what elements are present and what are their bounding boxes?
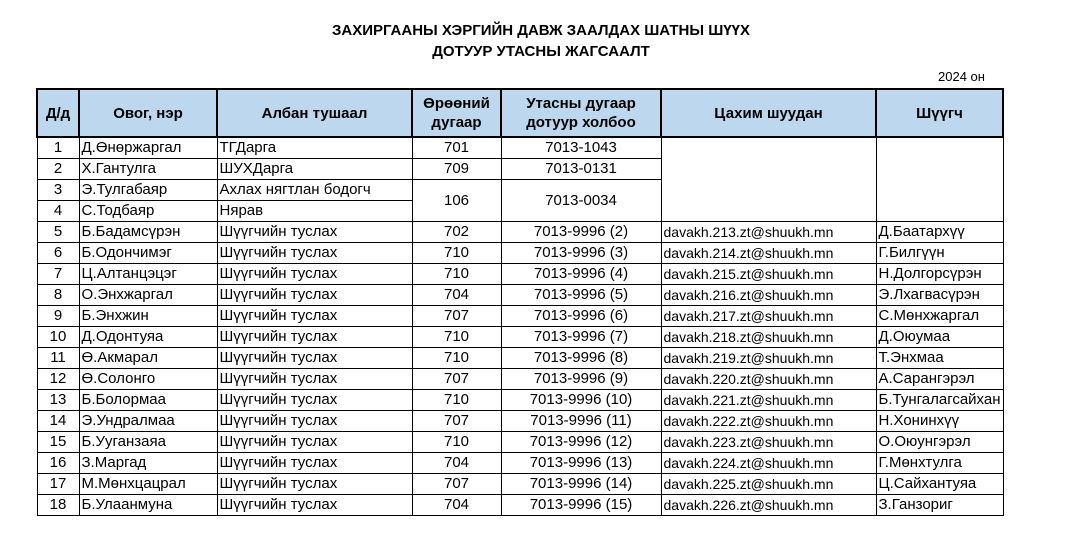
cell-judge: Г.Мөнхтулга: [876, 453, 1003, 474]
cell-judge: [876, 137, 1003, 222]
cell-position: Шүүгчийн туслах: [217, 432, 412, 453]
cell-name: Э.Тулгабаяр: [79, 180, 217, 201]
cell-name: Б.Болормаа: [79, 390, 217, 411]
cell-room: 710: [412, 327, 501, 348]
cell-judge: Б.Тунгалагсайхан: [876, 390, 1003, 411]
cell-num: 10: [37, 327, 79, 348]
cell-phone: 7013-9996 (9): [501, 369, 661, 390]
table-header-row: [37, 89, 1003, 137]
cell-num: 12: [37, 369, 79, 390]
cell-room: 701: [412, 137, 501, 159]
cell-name: О.Энхжаргал: [79, 285, 217, 306]
cell-judge: Н.Хонинхүү: [876, 411, 1003, 432]
cell-phone: 7013-9996 (15): [501, 495, 661, 516]
cell-name: З.Маргад: [79, 453, 217, 474]
cell-email[interactable]: davakh.224.zt@shuukh.mn: [661, 453, 876, 474]
cell-email[interactable]: davakh.223.zt@shuukh.mn: [661, 432, 876, 453]
cell-room: 709: [412, 159, 501, 180]
cell-name: Б.Ууганзаяа: [79, 432, 217, 453]
cell-judge: С.Мөнхжаргал: [876, 306, 1003, 327]
cell-phone: 7013-1043: [501, 137, 661, 159]
cell-phone: 7013-9996 (11): [501, 411, 661, 432]
cell-judge: Ц.Сайхантуяа: [876, 474, 1003, 495]
cell-num: 8: [37, 285, 79, 306]
table-row: [37, 369, 1003, 390]
table-row: [37, 222, 1003, 243]
cell-position: Шүүгчийн туслах: [217, 285, 412, 306]
cell-position: Ахлах нягтлан бодогч: [217, 180, 412, 201]
header-room: [412, 89, 501, 137]
cell-position: Шүүгчийн туслах: [217, 222, 412, 243]
cell-judge: О.Оюунгэрэл: [876, 432, 1003, 453]
cell-position: Шүүгчийн туслах: [217, 411, 412, 432]
cell-num: 2: [37, 159, 79, 180]
cell-phone: 7013-9996 (8): [501, 348, 661, 369]
cell-name: Б.Энхжин: [79, 306, 217, 327]
cell-position: Нярав: [217, 201, 412, 222]
table-row: [37, 495, 1003, 516]
cell-position: ШУХДарга: [217, 159, 412, 180]
cell-email[interactable]: davakh.216.zt@shuukh.mn: [661, 285, 876, 306]
cell-position: Шүүгчийн туслах: [217, 348, 412, 369]
cell-judge: Д.Баатархүү: [876, 222, 1003, 243]
cell-judge: Н.Долгорсүрэн: [876, 264, 1003, 285]
cell-num: 9: [37, 306, 79, 327]
cell-position: Шүүгчийн туслах: [217, 264, 412, 285]
cell-room: 710: [412, 243, 501, 264]
cell-phone: 7013-0131: [501, 159, 661, 180]
table-row: [37, 327, 1003, 348]
header-email: Цахим шуудан: [661, 89, 876, 137]
cell-room: 707: [412, 369, 501, 390]
cell-name: Б.Улаанмуна: [79, 495, 217, 516]
cell-room: 704: [412, 285, 501, 306]
cell-phone: 7013-9996 (14): [501, 474, 661, 495]
document-year: 2024 он: [938, 69, 985, 84]
cell-room: 710: [412, 348, 501, 369]
cell-name: Х.Гантулга: [79, 159, 217, 180]
cell-phone: 7013-9996 (12): [501, 432, 661, 453]
table-row: [37, 474, 1003, 495]
cell-num: 3: [37, 180, 79, 201]
table-row: [37, 390, 1003, 411]
cell-phone: 7013-9996 (3): [501, 243, 661, 264]
cell-num: 13: [37, 390, 79, 411]
cell-phone: 7013-9996 (6): [501, 306, 661, 327]
header-name: Овог, нэр: [79, 89, 217, 137]
cell-name: Ө.Солонго: [79, 369, 217, 390]
cell-num: 14: [37, 411, 79, 432]
cell-num: 18: [37, 495, 79, 516]
cell-email[interactable]: davakh.214.zt@shuukh.mn: [661, 243, 876, 264]
table-row: [37, 411, 1003, 432]
cell-judge: Т.Энхмаа: [876, 348, 1003, 369]
table-row: [37, 243, 1003, 264]
cell-position: Шүүгчийн туслах: [217, 474, 412, 495]
cell-room: 707: [412, 411, 501, 432]
header-phone-line1: Утасны дугаар: [526, 95, 636, 112]
cell-name: Б.Бадамсүрэн: [79, 222, 217, 243]
cell-name: С.Тодбаяр: [79, 201, 217, 222]
table-row: [37, 348, 1003, 369]
cell-name: Э.Ундралмаа: [79, 411, 217, 432]
cell-room: 106: [412, 180, 501, 222]
header-judge: Шүүгч: [876, 89, 1003, 137]
cell-num: 15: [37, 432, 79, 453]
cell-email[interactable]: davakh.222.zt@shuukh.mn: [661, 411, 876, 432]
cell-position: Шүүгчийн туслах: [217, 495, 412, 516]
phone-directory-table: [36, 88, 1004, 516]
cell-phone: 7013-9996 (4): [501, 264, 661, 285]
cell-room: 707: [412, 474, 501, 495]
cell-phone: 7013-9996 (10): [501, 390, 661, 411]
cell-num: 7: [37, 264, 79, 285]
cell-position: Шүүгчийн туслах: [217, 243, 412, 264]
cell-email[interactable]: davakh.221.zt@shuukh.mn: [661, 390, 876, 411]
cell-email[interactable]: davakh.225.zt@shuukh.mn: [661, 474, 876, 495]
cell-phone: 7013-0034: [501, 180, 661, 222]
cell-email[interactable]: davakh.213.zt@shuukh.mn: [661, 222, 876, 243]
cell-judge: Г.Билгүүн: [876, 243, 1003, 264]
table-row: [37, 137, 1003, 159]
header-room-line1: Өрөөний: [423, 95, 490, 112]
table-row: [37, 432, 1003, 453]
cell-judge: Д.Оюумаа: [876, 327, 1003, 348]
cell-num: 17: [37, 474, 79, 495]
cell-email[interactable]: davakh.215.zt@shuukh.mn: [661, 264, 876, 285]
cell-name: Д.Одонтуяа: [79, 327, 217, 348]
cell-num: 5: [37, 222, 79, 243]
cell-judge: Э.Лхагвасүрэн: [876, 285, 1003, 306]
cell-name: Б.Одончимэг: [79, 243, 217, 264]
document-title-line2: ДОТУУР УТАСНЫ ЖАГСААЛТ: [432, 43, 650, 60]
cell-position: Шүүгчийн туслах: [217, 390, 412, 411]
cell-room: 702: [412, 222, 501, 243]
table-row: [37, 453, 1003, 474]
table-row: [37, 285, 1003, 306]
header-position: Албан тушаал: [217, 89, 412, 137]
cell-num: 6: [37, 243, 79, 264]
table-row: [37, 264, 1003, 285]
cell-email[interactable]: davakh.220.zt@shuukh.mn: [661, 369, 876, 390]
cell-num: 11: [37, 348, 79, 369]
cell-email[interactable]: davakh.219.zt@shuukh.mn: [661, 348, 876, 369]
cell-position: Шүүгчийн туслах: [217, 327, 412, 348]
cell-num: 4: [37, 201, 79, 222]
cell-phone: 7013-9996 (2): [501, 222, 661, 243]
cell-phone: 7013-9996 (13): [501, 453, 661, 474]
cell-room: 704: [412, 495, 501, 516]
cell-room: 710: [412, 390, 501, 411]
header-phone: [501, 89, 661, 137]
cell-name: М.Мөнхцацрал: [79, 474, 217, 495]
cell-position: Шүүгчийн туслах: [217, 453, 412, 474]
cell-name: Ц.Алтанцэцэг: [79, 264, 217, 285]
document-title-line1: ЗАХИРГААНЫ ХЭРГИЙН ДАВЖ ЗААЛДАХ ШАТНЫ ШҮҮХ: [331, 22, 751, 39]
header-phone-line2: дотуур холбоо: [526, 114, 636, 131]
cell-judge: З.Ганзориг: [876, 495, 1003, 516]
cell-judge: А.Сарангэрэл: [876, 369, 1003, 390]
cell-name: Ө.Акмарал: [79, 348, 217, 369]
cell-room: 710: [412, 432, 501, 453]
table-row: [37, 306, 1003, 327]
cell-email: [661, 137, 876, 222]
cell-num: 16: [37, 453, 79, 474]
cell-phone: 7013-9996 (7): [501, 327, 661, 348]
cell-position: Шүүгчийн туслах: [217, 306, 412, 327]
cell-phone: 7013-9996 (5): [501, 285, 661, 306]
cell-name: Д.Өнөржаргал: [79, 137, 217, 159]
header-num: Д/д: [37, 89, 79, 137]
cell-position: Шүүгчийн туслах: [217, 369, 412, 390]
cell-room: 710: [412, 264, 501, 285]
cell-email[interactable]: davakh.218.zt@shuukh.mn: [661, 327, 876, 348]
header-room-line2: дугаар: [431, 114, 482, 131]
cell-room: 704: [412, 453, 501, 474]
cell-num: 1: [37, 137, 79, 159]
cell-email[interactable]: davakh.217.zt@shuukh.mn: [661, 306, 876, 327]
cell-email[interactable]: davakh.226.zt@shuukh.mn: [661, 495, 876, 516]
cell-room: 707: [412, 306, 501, 327]
cell-position: ТГДарга: [217, 137, 412, 159]
